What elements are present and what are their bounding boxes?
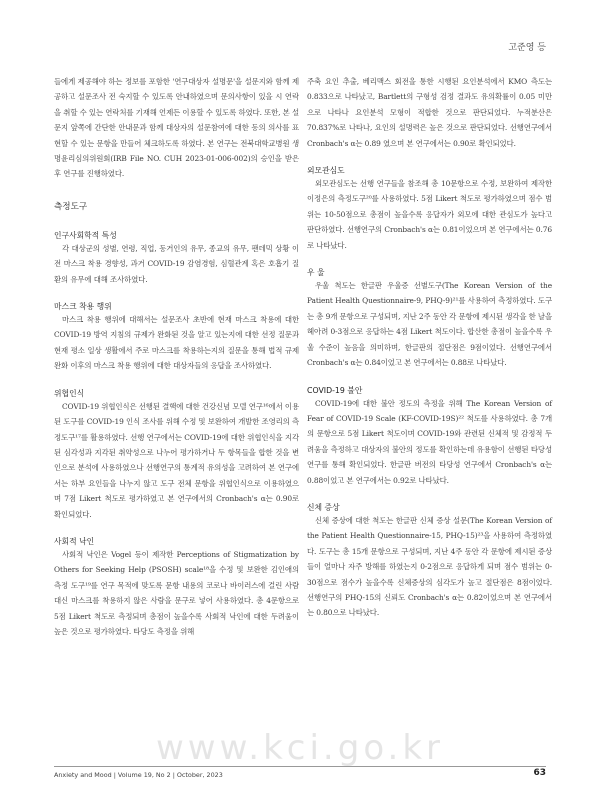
factor-analysis-paragraph: 주축 요인 추출, 베리맥스 회전을 통한 시행된 요인분석에서 KMO 측도는 0.833으로 나타났고, Bartlett의 구형성 검정 결과도 유의확률이 0.05 미만으로 나타나 요인분석 모형이 적합한 것으로 판단되었다. 누적분산은 70.837%로 나타나, 요인의 설명력은 높은 것으로 판단되었다. 선행연구에서 Cronbach's α는 0.89 였으며 본 연구에서는 0.90로 확인되었다. <box>307 77 552 148</box>
depression-title: 우 울 <box>307 268 325 278</box>
page-number: 63 <box>533 768 546 778</box>
social-stigma-title: 사회적 낙인 <box>54 536 95 546</box>
measures-section-title: 측정도구 <box>54 201 88 212</box>
appearance-interest-title: 외모관심도 <box>307 166 345 176</box>
mask-behavior-text: 마스크 착용 행위에 대해서는 설문조사 초반에 현재 마스크 착용에 대한 COVID-19 방역 지침의 규제가 완화된 것을 알고 있는지에 대한 선정 질문과 현재 평소 일상 생활에서 주로 마스크를 착용하는지의 질문을 통해 법적 규제 완화 이후의 마스크 착용 행위에 대한 대상자들의 응답을 조사하였다. <box>54 315 299 371</box>
footer-divider <box>54 766 546 767</box>
appearance-interest-text: 외모관심도는 선행 연구들을 참조해 총 10문항으로 수정, 보완하여 제작한 이정은의 측정도구²⁰를 사용하였다. 5점 Likert 척도로 평가하였으며 점수 범위는 10-50점으로 총점이 높을수록 응답자가 외모에 대한 관심도가 높다고 판단하였다. 선행연구의 Cronbach's α는 0.81이었으며 본 연구에서는 0.76로 나타났다. <box>307 179 552 250</box>
demographics-text: 각 대상군의 성별, 연령, 직업, 동거인의 유무, 종교의 유무, 팬데믹 상황 이전 마스크 착용 경향성, 과거 COVID-19 감염경험, 심혈관계 혹은 호흡기 질환의 유무에 대해 조사하였다. <box>54 243 299 284</box>
somatic-symptoms-text: 신체 증상에 대한 척도는 한글판 신체 증상 설문(The Korean Version of the Patient Health Questionnaire-15, PHQ-15)²³을 사용하여 측정하였다. 도구는 총 15개 문항으로 구성되며, 지난 4주 동안 각 문항에 제시된 증상들이 얼마나 자주 방해를 하였는지 0-2점으로 응답하게 되며 점수 범위는 0-30점으로 점수가 높을수록 신체증상의 심각도가 높고 절단점은 8점이었다. 선행연구의 PHQ-15의 신뢰도 Cronbach's α는 0.82이었으며 본 연구에서는 0.80으로 나타났다. <box>307 515 552 618</box>
social-stigma-text: 사회적 낙인은 Vogel 등이 제작한 Perceptions of Stigmatization by Others for Seeking Help (PSOSH) scale¹⁸을 수정 및 보완한 김인애의 측정 도구¹⁹를 연구 목적에 맞도록 문항 내용의 코로나 바이러스에 걸린 사람 대신 마스크를 착용하지 않은 사람을 문구로 넣어 사용하였다. 총 4문항으로 5점 Likert 척도로 측정되며 총점이 높을수록 사회적 낙인에 대한 두려움이 높은 것으로 평가하였다. 타당도 측정을 위해 <box>54 549 299 636</box>
left-column <box>54 74 299 639</box>
threat-perception-text: COVID-19 위협인식은 선행된 결핵에 대한 건강신념 모델 연구¹⁶에서 이용된 도구를 COVID-19 인식 조사를 위해 수정 및 보완하여 개발한 조영리의 측정도구¹⁷를 활용하였다. 선행 연구에서는 COVID-19에 대한 위협인식을 지각된 심각성과 지각된 취약성으로 나누어 평가하거나 두 항목들을 합한 것을 변인으로 분석에 사용하였으나 선행연구의 통계적 유의성을 고려하여 본 연구에서는 하부 요인들을 나누지 않고 도구 전체 문항을 위협인식으로 이용하였으며 7점 Likert 척도로 평가하였고 본 연구에서의 Cronbach's α는 0.90로 확인되었다. <box>54 401 299 519</box>
consent-paragraph: 들에게 제공해야 하는 정보를 포함한 '연구대상자 설명문'을 설문지와 함께 제공하고 설문조사 전 숙지할 수 있도록 안내하였으며 문의사항이 있을 시 연락을 취할 수 있는 연락처를 기재해 언제든 이용할 수 있도록 하였다. 또한, 본 설문지 앞쪽에 간단한 안내문과 함께 대상자의 설문참여에 대한 동의 의사를 표현할 수 있는 문항을 만들어 체크하도록 하였다. 본 연구는 전북대학교병원 생명윤리심의위원회(IRB File NO. CUH 2023-01-006-002)의 승인을 받은 후 연구를 진행하였다. <box>54 77 299 179</box>
running-header-author: 고준영 등 <box>508 43 546 53</box>
mask-behavior-title: 마스크 착용 행위 <box>54 302 112 312</box>
demographics-title: 인구사회학적 특성 <box>54 230 117 240</box>
depression-text: 우울 척도는 한글판 우울증 선별도구(The Korean Version of the Patient Health Questionnaire-9, PHQ-9)²¹를 사용하여 측정하였다. 도구는 총 9개 문항으로 구성되며, 지난 2주 동안 각 문항에 제시된 생각을 한 날을 헤아려 0-3점으로 응답하는 4점 Likert 척도이다. 합산한 총점이 높을수록 우울 수준이 높음을 의미하며, 한글판의 절단점은 9점이었다. 선행연구에서 Cronbach's α는 0.84이었고 본 연구에서는 0.88로 나타났다. <box>307 281 552 368</box>
watermark: www.kci.go.kr <box>155 728 444 768</box>
right-column <box>307 74 552 621</box>
covid-anxiety-title: COVID-19 불안 <box>307 385 363 395</box>
footer-journal-info: Anxiety and Mood | Volume 19, No 2 | October, 2023 <box>54 771 223 779</box>
somatic-symptoms-title: 신체 증상 <box>307 502 340 512</box>
covid-anxiety-text: COVID-19에 대한 불안 정도의 측정을 위해 The Korean Version of Fear of COVID-19 Scale (KF-COVID-19S)²² 척도를 사용하였다. 총 7개의 문항으로 5점 Likert 척도이며 COVID-19와 관련된 신체적 및 감정적 두려움을 측정하고 대상자의 불안의 정도를 확인하는데 유용함이 선행된 타당성 연구를 통해 확인되었다. 한글판 버전의 타당성 연구에서 Cronbach's α는 0.88이었고 본 연구에서는 0.92로 나타났다. <box>307 398 552 485</box>
threat-perception-title: 위협인식 <box>54 388 85 398</box>
